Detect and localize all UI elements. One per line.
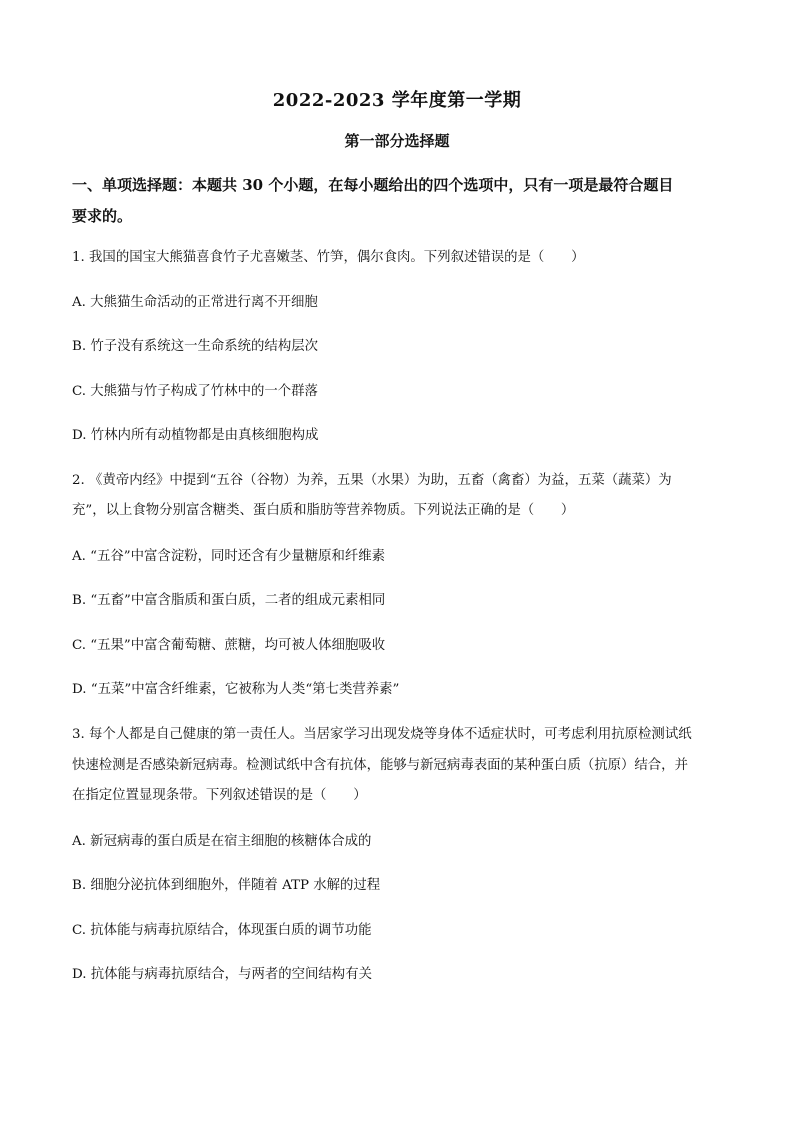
question-3-option-d: D. 抗体能与病毒抗原结合，与两者的空间结构有关 [72, 967, 372, 982]
question-1-stem: 1. 我国的国宝大熊猫喜食竹子尤喜嫩茎、竹笋，偶尔食肉。下列叙述错误的是（ ） [72, 250, 585, 265]
section-heading [72, 170, 722, 232]
question-1-option-a: A. 大熊猫生命活动的正常进行离不开细胞 [72, 295, 318, 310]
question-1-option-c: C. 大熊猫与竹子构成了竹林中的一个群落 [72, 384, 318, 399]
section-heading-line-1: 一、单项选择题：本题共 30 个小题，在每小题给出的四个选项中，只有一项是最符合题目 [72, 176, 674, 194]
question-3-option-a: A. 新冠病毒的蛋白质是在宿主细胞的核糖体合成的 [72, 834, 372, 849]
question-3-option-b: B. 细胞分泌抗体到细胞外，伴随着 ATP 水解的过程 [72, 878, 381, 893]
question-2-option-c: C. “五果”中富含葡萄糖、蔗糖，均可被人体细胞吸收 [72, 638, 386, 653]
question-1-option-d: D. 竹林内所有动植物都是由真核细胞构成 [72, 428, 319, 443]
question-2-option-a: A. “五谷”中富含淀粉，同时还含有少量糖原和纤维素 [72, 549, 386, 564]
section-heading-line-2: 要求的。 [72, 207, 133, 225]
question-3-stem-line-2: 快速检测是否感染新冠病毒。检测试纸中含有抗体，能够与新冠病毒表面的某种蛋白质（抗原）结合，并 [72, 758, 688, 773]
question-3-stem-line-1: 3. 每个人都是自己健康的第一责任人。当居家学习出现发烧等身体不适症状时，可考虑利用抗原检测试纸 [72, 727, 692, 742]
question-2-stem-line-2: 充”，以上食物分别富含糖类、蛋白质和脂肪等营养物质。下列说法正确的是（ ） [72, 503, 575, 518]
question-2-stem-line-1: 2. 《黄帝内经》中提到“五谷（谷物）为养，五果（水果）为助，五畜（禽畜）为益，五菜（蔬菜）为 [72, 473, 672, 488]
question-3-stem-line-3: 在指定位置显现条带。下列叙述错误的是（ ） [72, 788, 367, 803]
page-title: 2022-2023 学年度第一学期 [272, 90, 522, 111]
part-title: 第一部分选择题 [344, 132, 450, 150]
question-2-option-d: D. “五菜”中富含纤维素，它被称为人类“第七类营养素” [72, 682, 400, 697]
question-2-option-b: B. “五畜”中富含脂质和蛋白质，二者的组成元素相同 [72, 593, 386, 608]
question-3-option-c: C. 抗体能与病毒抗原结合，体现蛋白质的调节功能 [72, 923, 372, 938]
question-1-option-b: B. 竹子没有系统这一生命系统的结构层次 [72, 339, 318, 354]
